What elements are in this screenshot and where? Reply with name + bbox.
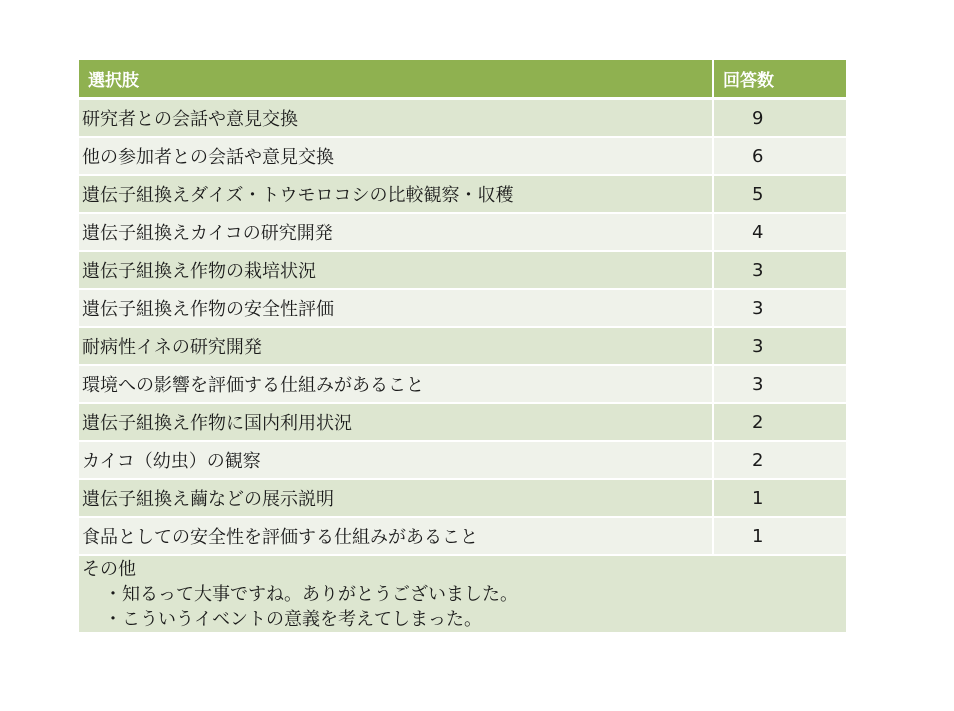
row-label: 研究者との会話や意見交換 bbox=[82, 109, 298, 130]
table-row bbox=[79, 176, 846, 214]
row-count: 3 bbox=[712, 290, 844, 326]
row-count: 2 bbox=[712, 404, 844, 440]
row-count: 5 bbox=[712, 176, 844, 212]
other-comment: ・こういうイベントの意義を考えてしまった。 bbox=[104, 609, 482, 630]
row-label: 遺伝子組換え作物に国内利用状況 bbox=[82, 413, 352, 434]
row-label: 遺伝子組換えカイコの研究開発 bbox=[82, 223, 333, 244]
row-label: 環境への影響を評価する仕組みがあること bbox=[82, 375, 424, 396]
table-row bbox=[79, 138, 846, 176]
row-count: 3 bbox=[712, 328, 844, 364]
table-row bbox=[79, 480, 846, 518]
table-row bbox=[79, 518, 846, 556]
row-label: 遺伝子組換え作物の安全性評価 bbox=[82, 299, 334, 320]
table-row bbox=[79, 442, 846, 480]
table-row bbox=[79, 290, 846, 328]
header-choice: 選択肢 bbox=[88, 71, 139, 91]
other-comment: ・知るって大事ですね。ありがとうございました。 bbox=[104, 584, 518, 605]
row-label: カイコ（幼虫）の観察 bbox=[82, 451, 261, 472]
survey-table bbox=[79, 60, 846, 632]
row-label: 食品としての安全性を評価する仕組みがあること bbox=[82, 527, 478, 548]
table-row bbox=[79, 100, 846, 138]
table-row bbox=[79, 366, 846, 404]
row-label: 他の参加者との会話や意見交換 bbox=[82, 147, 334, 168]
row-label: 遺伝子組換えダイズ・トウモロコシの比較観察・収穫 bbox=[82, 185, 514, 206]
other-row bbox=[79, 556, 846, 632]
other-title: その他 bbox=[82, 559, 136, 580]
row-count: 1 bbox=[712, 480, 844, 516]
row-count: 3 bbox=[712, 366, 844, 402]
row-count: 3 bbox=[712, 252, 844, 288]
row-count: 4 bbox=[712, 214, 844, 250]
other-cell bbox=[79, 556, 846, 632]
table-header bbox=[79, 60, 846, 100]
row-label: 遺伝子組換え繭などの展示説明 bbox=[82, 489, 334, 510]
row-count: 2 bbox=[712, 442, 844, 478]
row-count: 6 bbox=[712, 138, 844, 174]
table-row bbox=[79, 328, 846, 366]
row-label: 遺伝子組換え作物の栽培状況 bbox=[82, 261, 316, 282]
table-row bbox=[79, 214, 846, 252]
table-row bbox=[79, 252, 846, 290]
header-count: 回答数 bbox=[712, 60, 844, 97]
row-label: 耐病性イネの研究開発 bbox=[82, 337, 262, 358]
table-row bbox=[79, 404, 846, 442]
row-count: 9 bbox=[712, 100, 844, 136]
row-count: 1 bbox=[712, 518, 844, 554]
